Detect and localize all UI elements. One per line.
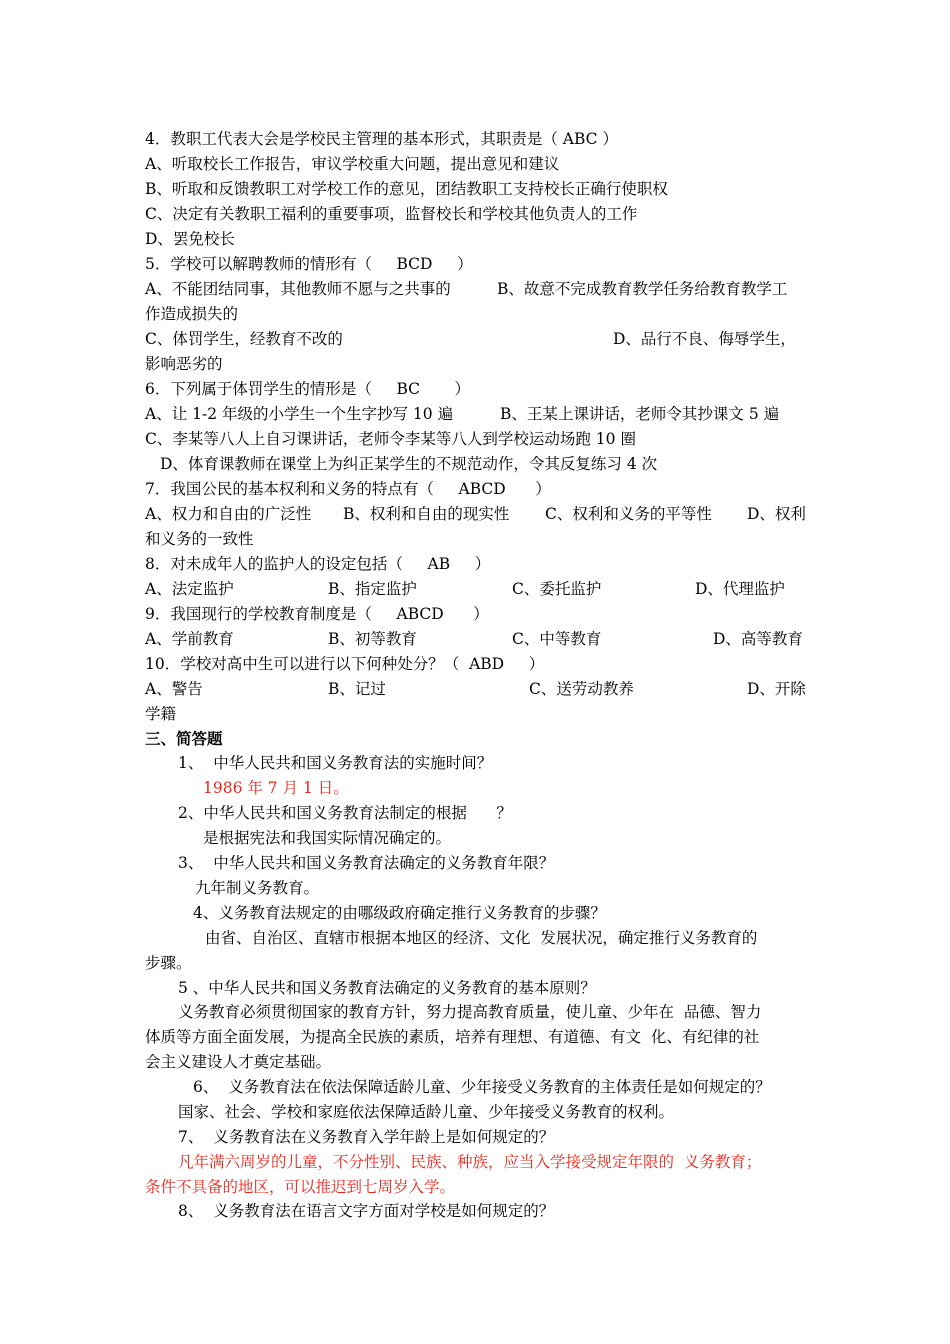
short-a1: 1986 年 7 月 1 日。 bbox=[203, 779, 349, 797]
q4-stem: 4．教职工代表大会是学校民主管理的基本形式，其职责是（ ABC ） bbox=[145, 130, 618, 148]
q8-option-a: A、法定监护 bbox=[145, 580, 234, 598]
q7-option-b: B、权利和自由的现实性 bbox=[343, 505, 510, 523]
q9-option-b: B、初等教育 bbox=[328, 630, 417, 648]
short-a4-line2: 步骤。 bbox=[145, 954, 192, 972]
q4-option-d: D、罢免校长 bbox=[145, 230, 235, 248]
q8-option-c: C、委托监护 bbox=[512, 580, 602, 598]
q7-option-d: D、权利 bbox=[747, 505, 806, 523]
q10-stem: 10．学校对高中生可以进行以下何种处分？（ ABD ） bbox=[145, 655, 545, 673]
short-a5-line3: 会主义建设人才奠定基础。 bbox=[145, 1053, 332, 1071]
q9-option-c: C、中等教育 bbox=[512, 630, 602, 648]
short-q2: 2、中华人民共和国义务教育法制定的根据 ？ bbox=[178, 804, 512, 822]
short-a2: 是根据宪法和我国实际情况确定的。 bbox=[203, 829, 452, 847]
short-q4: 4、义务教育法规定的由哪级政府确定推行义务教育的步骤？ bbox=[193, 904, 606, 922]
short-a7-line1: 凡年满六周岁的儿童，不分性别、民族、种族，应当入学接受规定年限的 义务教育； bbox=[178, 1153, 762, 1171]
q9-options bbox=[145, 628, 810, 652]
q9-stem: 9．我国现行的学校教育制度是（ ABCD ） bbox=[145, 605, 489, 623]
q10-option-c: C、送劳动教养 bbox=[529, 680, 634, 698]
q5-option-b-continued: 作造成损失的 bbox=[145, 305, 239, 323]
q6-option-b: B、王某上课讲话，老师令其抄课文 5 遍 bbox=[500, 405, 780, 423]
q10-option-d: D、开除 bbox=[747, 680, 806, 698]
q4-option-b: B、听取和反馈教职工对学校工作的意见，团结教职工支持校长正确行使职权 bbox=[145, 180, 668, 198]
q7-option-a: A、权力和自由的广泛性 bbox=[145, 505, 312, 523]
short-a5-line1: 义务教育必须贯彻国家的教育方针，努力提高教育质量，使儿童、少年在 品德、智力 bbox=[178, 1003, 762, 1021]
q10-option-d-continued: 学籍 bbox=[145, 705, 177, 723]
q9-option-a: A、学前教育 bbox=[145, 630, 234, 648]
q4-option-a: A、听取校长工作报告，审议学校重大问题，提出意见和建议 bbox=[145, 155, 560, 173]
short-q3: 3、 中华人民共和国义务教育法确定的义务教育年限？ bbox=[178, 854, 555, 872]
short-a5-line2: 体质等方面全面发展，为提高全民族的素质，培养有理想、有道德、有文 化、有纪律的社 bbox=[145, 1028, 760, 1046]
short-q1: 1、 中华人民共和国义务教育法的实施时间？ bbox=[178, 754, 493, 772]
q5-option-b: B、故意不完成教育教学任务给教育教学工 bbox=[497, 280, 788, 298]
q6-option-c: C、李某等八人上自习课讲话，老师令李某等八人到学校运动场跑 10 圈 bbox=[145, 430, 636, 448]
q7-stem: 7．我国公民的基本权利和义务的特点有（ ABCD ） bbox=[145, 480, 551, 498]
q7-option-c: C、权利和义务的平等性 bbox=[545, 505, 712, 523]
q8-stem: 8．对未成年人的监护人的设定包括（ AB ） bbox=[145, 555, 491, 573]
q7-option-d-continued: 和义务的一致性 bbox=[145, 530, 254, 548]
q8-option-b: B、指定监护 bbox=[328, 580, 417, 598]
q10-option-b: B、记过 bbox=[328, 680, 386, 698]
q5-options-ab bbox=[145, 278, 810, 302]
q5-option-d: D、品行不良、侮辱学生， bbox=[613, 330, 796, 348]
q5-option-a: A、不能团结同事，其他教师不愿与之共事的 bbox=[145, 280, 451, 298]
q5-stem: 5．学校可以解聘教师的情形有（ BCD ） bbox=[145, 255, 473, 273]
short-q5: 5 、中华人民共和国义务教育法确定的义务教育的基本原则？ bbox=[178, 979, 596, 997]
q8-options bbox=[145, 578, 810, 602]
q6-options-ab bbox=[145, 403, 810, 427]
short-q8: 8、 义务教育法在语言文字方面对学校是如何规定的？ bbox=[178, 1202, 555, 1220]
q6-option-a: A、让 1-2 年级的小学生一个生字抄写 10 遍 bbox=[145, 405, 454, 423]
q5-option-c: C、体罚学生，经教育不改的 bbox=[145, 330, 343, 348]
short-a7-line2: 条件不具备的地区，可以推迟到七周岁入学。 bbox=[145, 1178, 456, 1196]
q6-stem: 6．下列属于体罚学生的情形是（ BC ） bbox=[145, 380, 471, 398]
q6-option-d: D、体育课教师在课堂上为纠正某学生的不规范动作，令其反复练习 4 次 bbox=[160, 455, 658, 473]
short-q6: 6、 义务教育法在依法保障适龄儿童、少年接受义务教育的主体责任是如何规定的？ bbox=[193, 1078, 771, 1096]
short-a6: 国家、社会、学校和家庭依法保障适龄儿童、少年接受义务教育的权利。 bbox=[178, 1103, 675, 1121]
q5-options-cd bbox=[145, 328, 810, 352]
q8-option-d: D、代理监护 bbox=[695, 580, 785, 598]
short-q7: 7、 义务教育法在义务教育入学年龄上是如何规定的？ bbox=[178, 1128, 555, 1146]
q4-option-c: C、决定有关教职工福利的重要事项，监督校长和学校其他负责人的工作 bbox=[145, 205, 638, 223]
short-a4-line1: 由省、自治区、直辖市根据本地区的经济、文化 发展状况，确定推行义务教育的 bbox=[205, 929, 758, 947]
section-heading: 三、简答题 bbox=[145, 730, 223, 748]
q10-option-a: A、警告 bbox=[145, 680, 203, 698]
q9-option-d: D、高等教育 bbox=[713, 630, 803, 648]
q5-option-d-continued: 影响恶劣的 bbox=[145, 355, 223, 373]
q10-options bbox=[145, 678, 810, 702]
q7-options bbox=[145, 503, 810, 527]
short-a3: 九年制义务教育。 bbox=[195, 879, 320, 897]
